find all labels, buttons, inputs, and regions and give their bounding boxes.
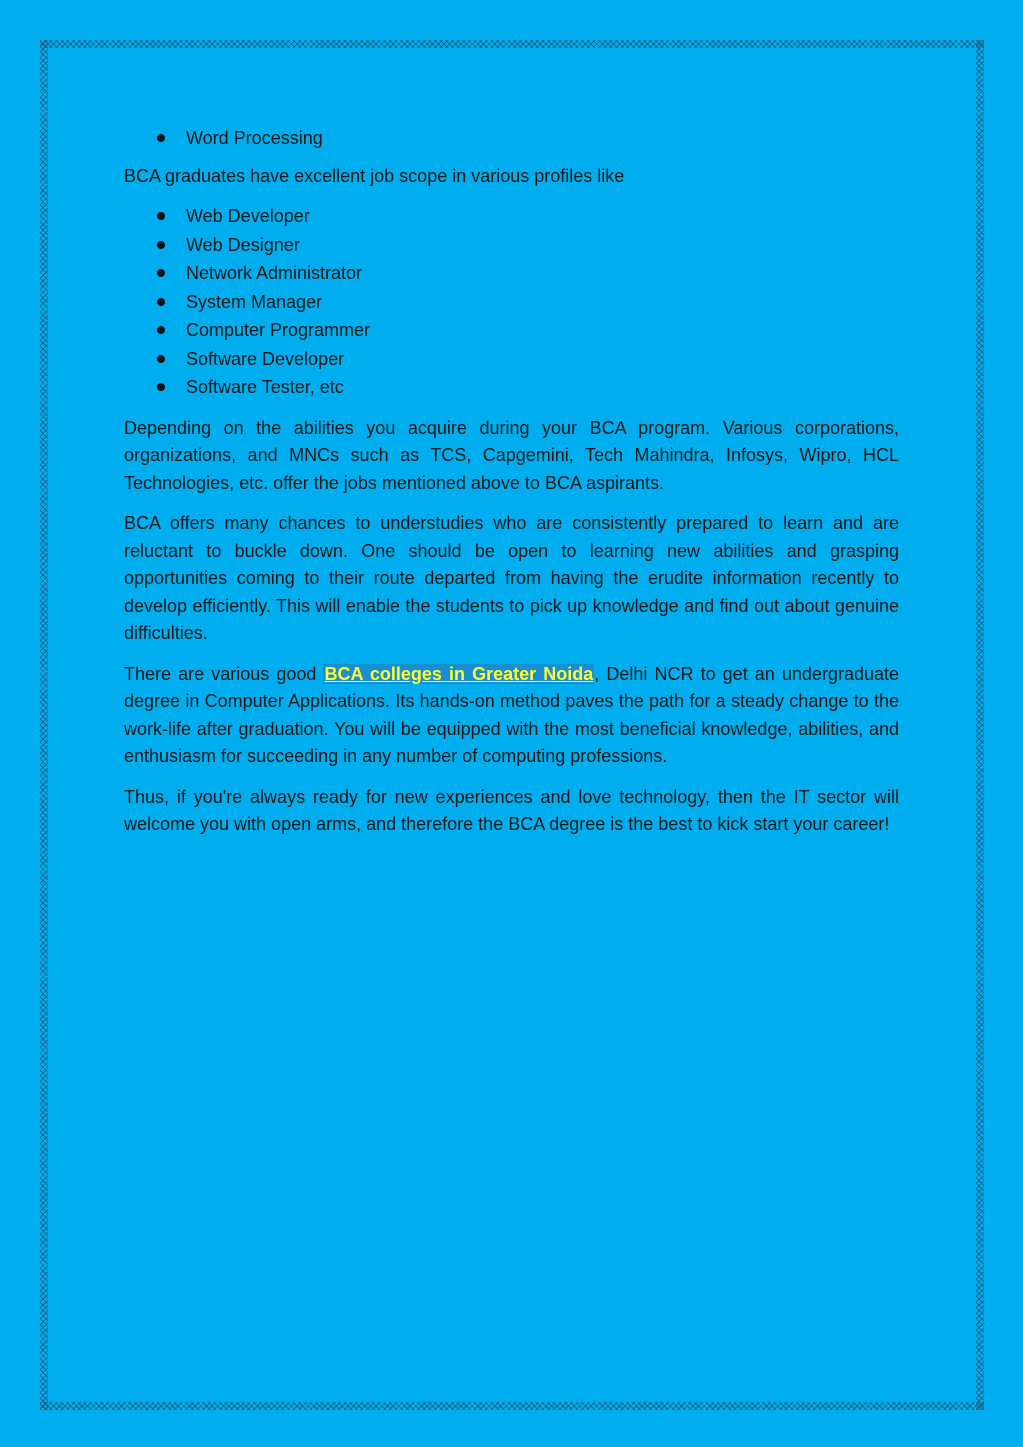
list-item-label: Software Developer [186, 348, 345, 369]
intro-text: BCA graduates have excellent job scope in various profiles like [124, 165, 625, 186]
bullet-icon [157, 134, 165, 142]
list-item [124, 231, 899, 260]
list-item-label: Network Administrator [186, 263, 363, 283]
list-item-label: Web Designer [186, 234, 300, 255]
list-item [124, 345, 899, 374]
paragraph-colleges [124, 661, 899, 771]
bullet-icon [157, 269, 165, 277]
list-item [124, 373, 899, 402]
list-item [124, 259, 899, 288]
list-item-label: Web Developer [186, 206, 310, 226]
paragraph-colleges-rest: , Delhi NCR to get an undergraduate degree in Computer Applications. Its hands-on method paves the path for a steady change to the work-life after graduation. You will be equipped with the most beneficial knowledge, abilities, and enthusiasm for succeeding in any number of computing professions. [124, 663, 899, 766]
paragraph-employers: Depending on the abilities you acquire during your BCA program. Various corporations, organizations, and MNCs such as TCS, Capgemini, Tech Mahindra, Infosys, Wipro, HCL Technologies, etc. offer the jobs mentioned above to BCA aspirants. [124, 417, 899, 493]
list-item [124, 316, 899, 345]
job-profiles-list [124, 202, 899, 402]
bca-colleges-link[interactable]: BCA colleges in Greater Noida [324, 663, 594, 684]
bullet-icon [157, 212, 165, 220]
bullet-icon [157, 298, 165, 306]
bullet-icon [157, 326, 165, 334]
list-item-label: Word Processing [186, 128, 323, 148]
list-item [124, 202, 899, 231]
continued-list [124, 124, 899, 153]
bullet-icon [157, 383, 165, 391]
page-border-right [976, 40, 984, 1410]
page-border-left [40, 40, 48, 1410]
bullet-icon [157, 355, 165, 363]
paragraph-opportunities: BCA offers many chances to understudies who are consistently prepared to learn and are reluctant to buckle down. One should be open to learning new abilities and grasping opportunities coming to their route departed from having the erudite information recently to develop efficiently. This will enable the students to pick up knowledge and find out about genuine difficulties. [124, 513, 899, 643]
list-item-label: Software Tester, etc [186, 377, 344, 397]
page-border-top [40, 40, 984, 48]
paragraph-colleges-start: There are various good [124, 663, 324, 684]
paragraph-conclusion: Thus, if you're always ready for new experiences and love technology, then the IT sector will welcome you with open arms, and therefore the BCA degree is the best to kick start your career! [124, 786, 899, 834]
list-item [124, 124, 899, 153]
list-item [124, 288, 899, 317]
page-border-bottom [40, 1402, 984, 1410]
bullet-icon [157, 241, 165, 249]
document-body [124, 124, 899, 839]
list-item-label: Computer Programmer [186, 320, 371, 340]
list-item-label: System Manager [186, 291, 323, 312]
